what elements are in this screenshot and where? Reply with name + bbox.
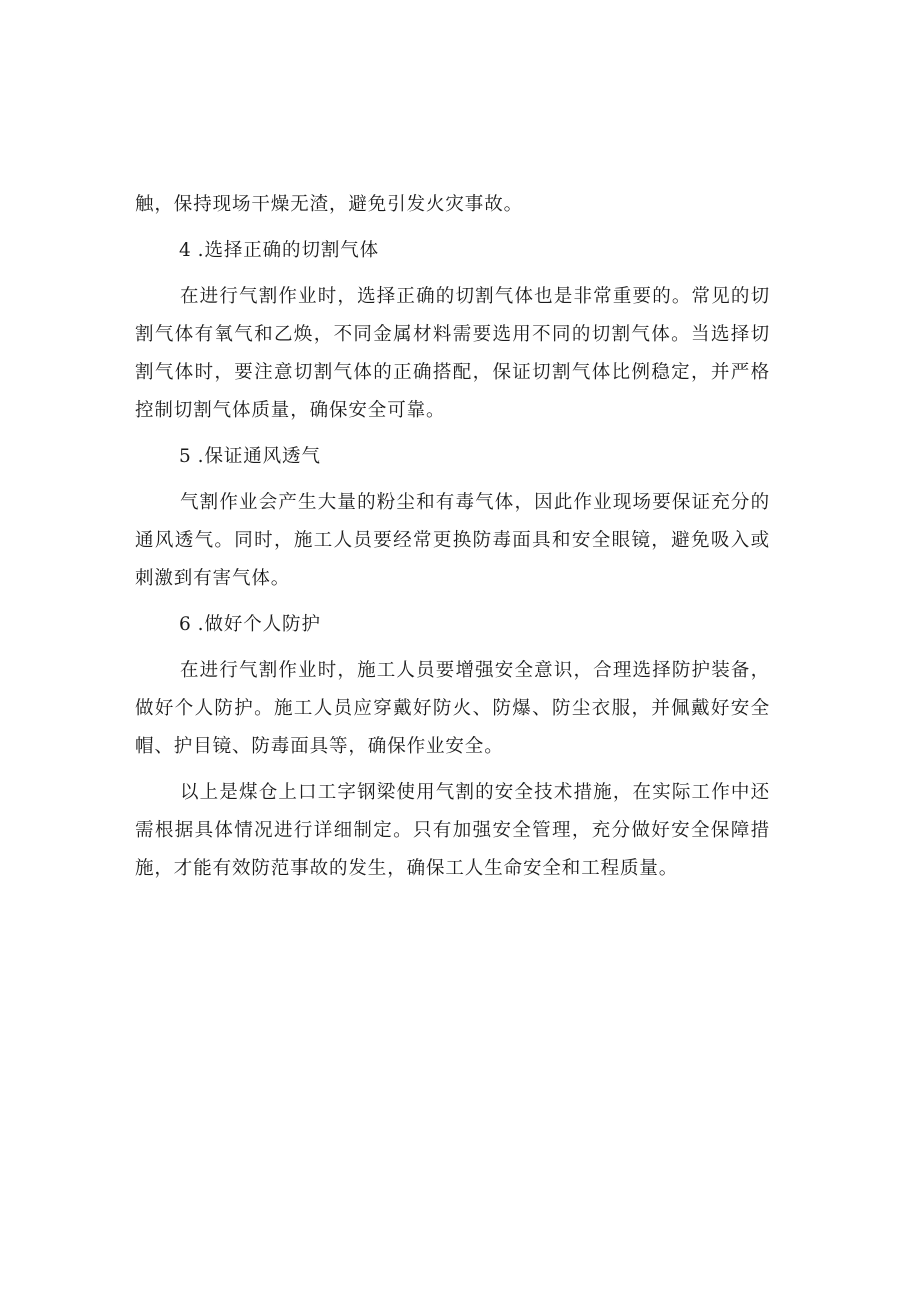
- section-paragraph: 在进行气割作业时，选择正确的切割气体也是非常重要的。常见的切割气体有氧气和乙焕，不同金属材料需要选用不同的切割气体。当选择切割气体时，要注意切割气体的正确搭配，保证切割气体比例稳定，并严格控制切割气体质量，确保安全可靠。: [135, 286, 770, 421]
- section-title: .做好个人防护: [197, 614, 321, 635]
- section-heading-6: [135, 606, 770, 644]
- section-title: .保证通风透气: [197, 446, 321, 467]
- section-heading-4: [135, 232, 770, 270]
- section-number: 4: [179, 240, 192, 261]
- section-title: .选择正确的切割气体: [197, 240, 380, 261]
- section-number: 5: [179, 446, 192, 467]
- section-paragraph: 在进行气割作业时，施工人员要增强安全意识，合理选择防护装备，做好个人防护。施工人员应穿戴好防火、防爆、防尘衣服，并佩戴好安全帽、护目镜、防毒面具等，确保作业安全。: [135, 660, 770, 757]
- conclusion-paragraph: 以上是煤仓上口工字钢梁使用气割的安全技术措施，在实际工作中还需根据具体情况进行详细制定。只有加强安全管理，充分做好安全保障措施，才能有效防范事故的发生，确保工人生命安全和工程质量。: [135, 782, 770, 879]
- section-heading-5: [135, 438, 770, 476]
- section-paragraph: 气割作业会产生大量的粉尘和有毒气体，因此作业现场要保证充分的通风透气。同时，施工人员要经常更换防毒面具和安全眼镜，避免吸入或刺激到有害气体。: [135, 492, 770, 589]
- continuation-paragraph: 触，保持现场干燥无渣，避免引发火灾事故。: [135, 194, 524, 215]
- document-page: [135, 186, 770, 888]
- section-number: 6: [179, 614, 192, 635]
